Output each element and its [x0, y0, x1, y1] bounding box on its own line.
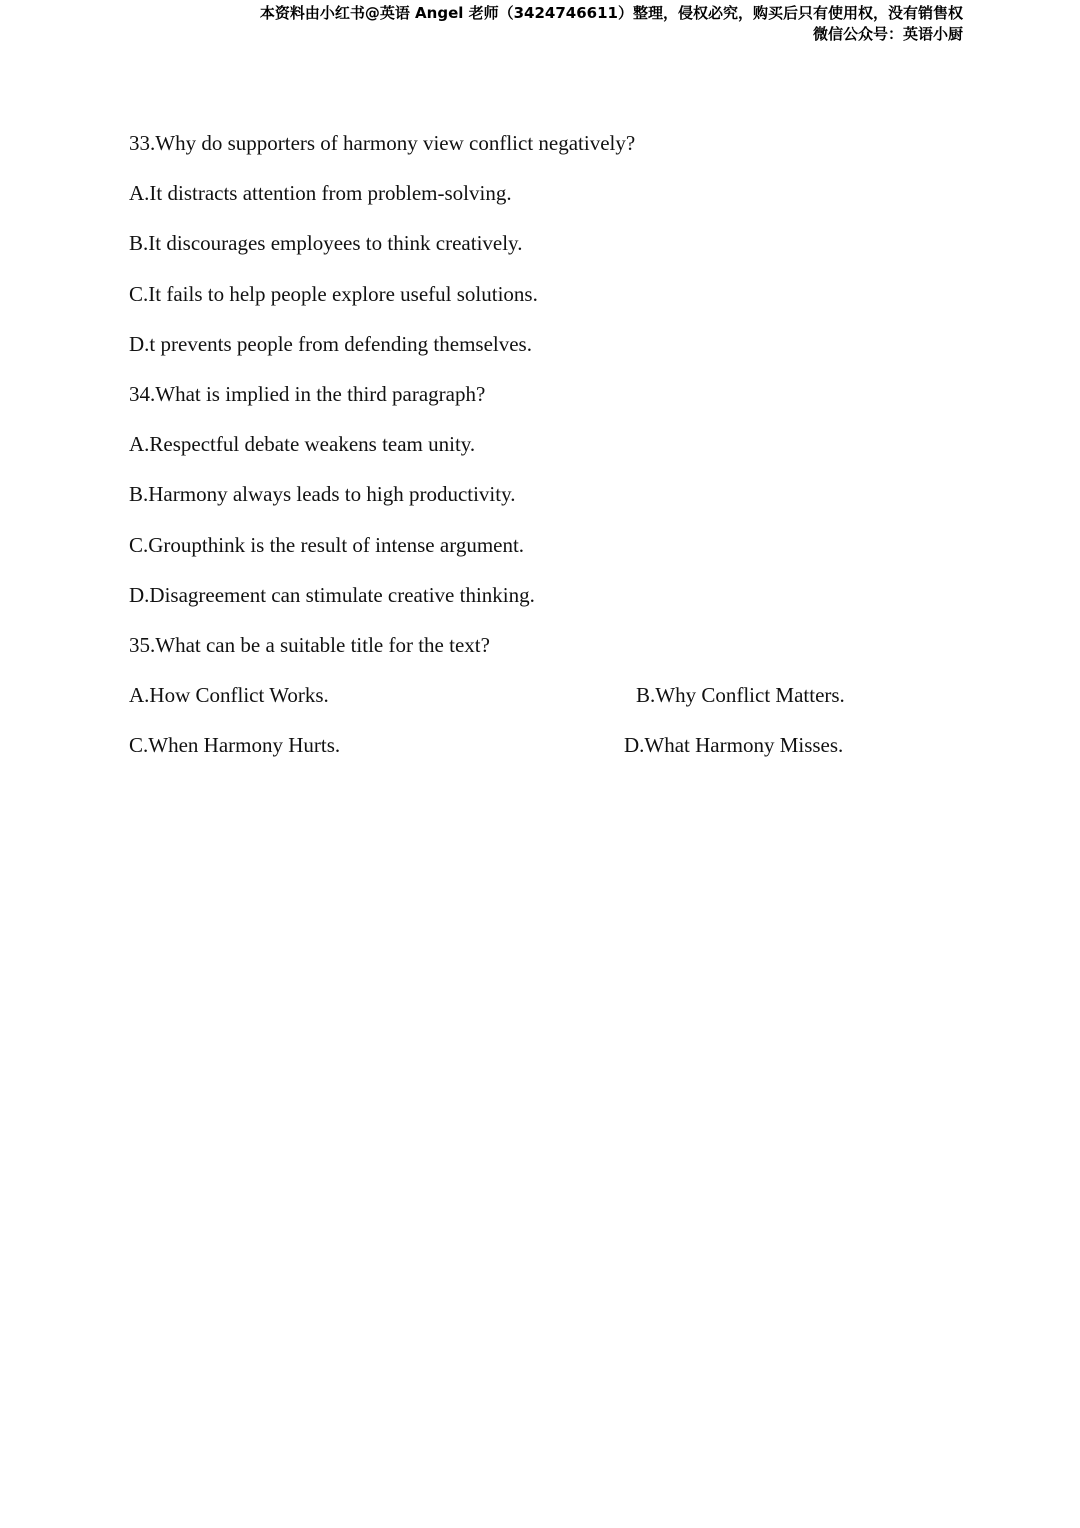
option-35-d: D.What Harmony Misses. [624, 733, 844, 758]
option-33-d: D.t prevents people from defending themselves. [129, 331, 532, 356]
question-stem-35: 35.What can be a suitable title for the text? [129, 632, 490, 657]
option-33-a: A.It distracts attention from problem-solving. [129, 181, 512, 206]
option-33-c: C.It fails to help people explore useful solutions. [129, 281, 538, 306]
option-35-b: B.Why Conflict Matters. [636, 683, 845, 708]
option-34-b: B.Harmony always leads to high productivity. [129, 482, 516, 507]
option-35-c: C.When Harmony Hurts. [129, 733, 341, 758]
header-copyright-line: 本资料由小红书@英语 Angel 老师（3424746611）整理，侵权必究，购买后只有使用权，没有销售权 [259, 4, 963, 22]
option-34-a: A.Respectful debate weakens team unity. [129, 432, 476, 457]
option-34-d: D.Disagreement can stimulate creative thinking. [129, 582, 535, 607]
option-row-35-ab [129, 681, 959, 731]
option-35-a: A.How Conflict Works. [129, 683, 329, 708]
page-header [260, 3, 963, 45]
option-34-c: C.Groupthink is the result of intense argument. [129, 532, 525, 557]
question-stem-33: 33.Why do supporters of harmony view conflict negatively? [129, 131, 636, 155]
option-row-35-cd [129, 731, 959, 781]
question-list [129, 129, 959, 781]
option-33-b: B.It discourages employees to think creatively. [129, 231, 523, 256]
question-stem-34: 34.What is implied in the third paragraph? [129, 381, 486, 406]
header-wechat-line: 微信公众号：英语小厨 [812, 25, 963, 43]
